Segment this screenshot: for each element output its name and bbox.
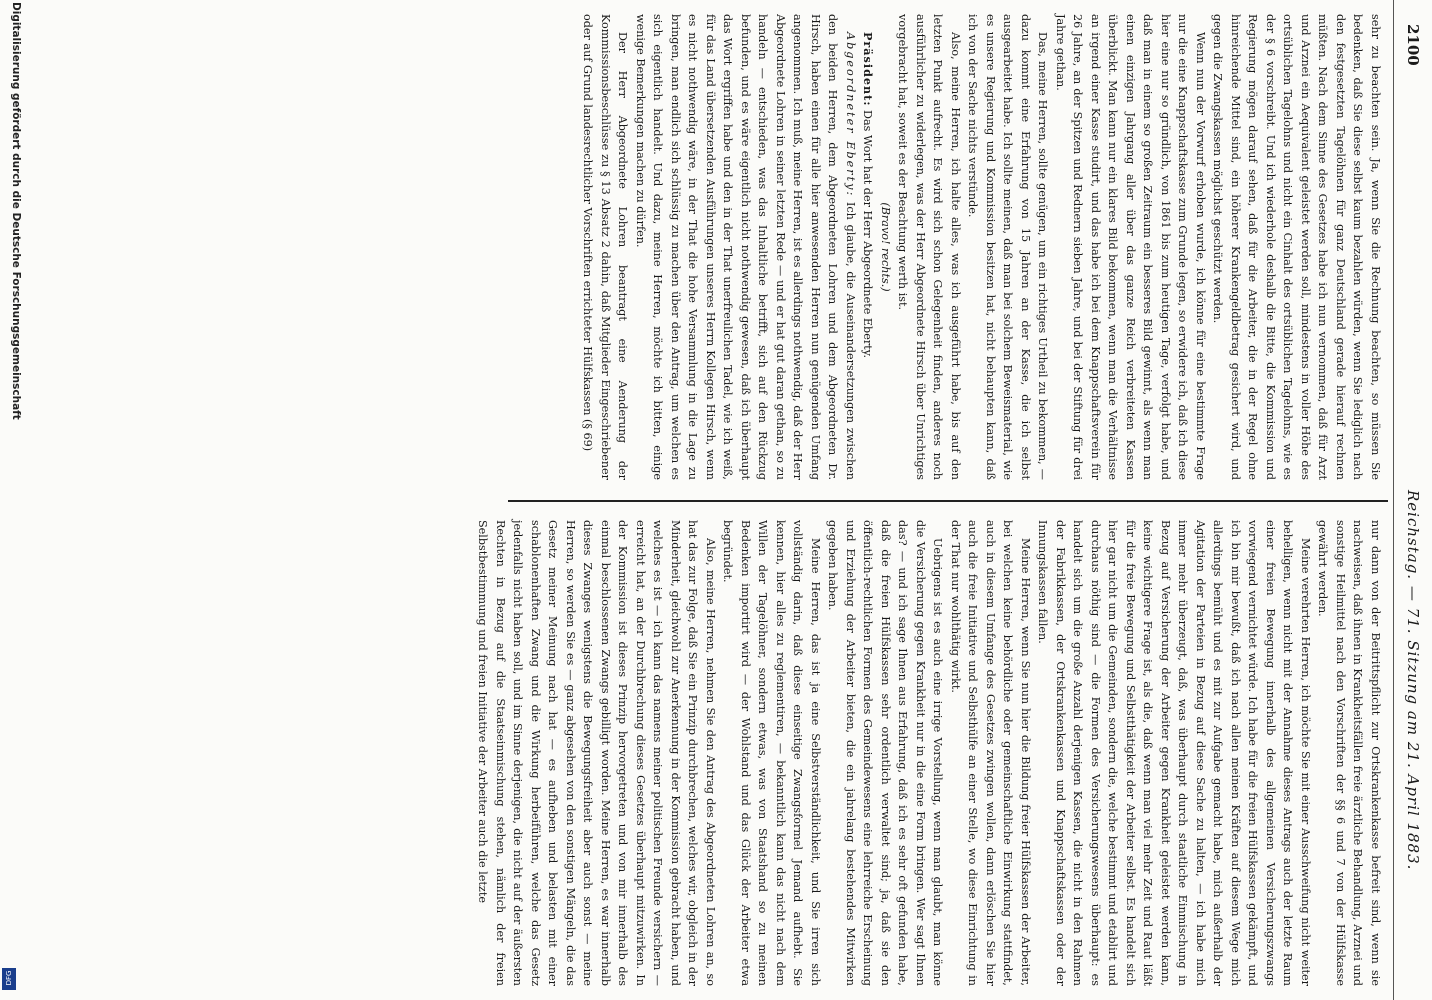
paragraph: nur dann von der Beitrittspflicht zur Ortskrankenkasse befreit sind, wenn sie nachweisen, daß ihnen in Krankheitsfällen freie ärztliche Behandlung, Arznei und sonstige Heilmittel nach den Vorschriften der §§ 6 und 7 von der Hülfskasse gewährt werden. [1316, 520, 1382, 986]
digitization-footer [2, 0, 28, 1000]
running-head: Reichstag. — 71. Sitzung am 21. April 1883. [1404, 490, 1422, 871]
speaker-name: Abgeordneter Eberty: [844, 32, 857, 198]
dfg-logo [2, 968, 16, 990]
column-divider [508, 500, 1388, 502]
page-header [1392, 0, 1432, 1000]
speech-text: Ich glaube, die Auseinandersetzungen zwischen den beiden Herren, dem Abgeordneten Lohren und dem Abgeordneten Dr. Hirsch, haben einen für alle hier anwesenden Herren nun genügenden Umfang angenommen. Ich muß, meine Herren, ist es allerdings nothwendig, daß der Herr Abgeordnete Lohren in seiner letzten Rede — und er hat gut daran gethan, so zu handeln — entschieden, was das Inhaltliche betrifft, sich auf den Rückzug befunden, und es wäre eigentlich nicht nothwendig gewesen, daß ich überhaupt das Wort ergriffen habe und den in der That unerfreulichen Tadel, wie ich weiß, für das Land übersetzenden Ausführungen unseres Herrn Kollegen Hirsch, wenn es nicht nothwendig wäre, in der That die hohe Versammlung in die Lage zu bringen, man endlich sich schlüssig zu machen über den Antrag, um welchen es sich eigentlich handelt. Und dazu, meine Herren, möchte ich bitten, einige wenige Bemerkungen machen zu dürfen. [634, 14, 857, 480]
dfg-logo-text: DFG [5, 970, 13, 986]
paragraph: Also, meine Herren, ich halte alles, was ich ausgeführt habe, bis auf den letzten Punkt aufrecht. Es wird sich schon Gelegenheit finden, anderes noch ausführlicher zu widerlegen, was der Herr Abgeordnete Hirsch über Unrichtiges vorgebracht hat, soweit es der Beachtung werth ist. [896, 14, 962, 480]
right-column [476, 520, 1384, 986]
digitization-note: Digitalisierung gefördert durch die Deutsche Forschungsgemeinschaft [10, 2, 22, 420]
speech-text: Das Wort hat der Herr Abgeordnete Eberty. [861, 110, 875, 359]
speaker-name: Präsident: [861, 32, 876, 107]
stage-direction: (Bravo! rechts.) [879, 202, 892, 292]
paragraph: Also, meine Herren, nehmen Sie den Antrag des Abgeordneten Lohren an, so hat das zur Folge, daß Sie ein Prinzip durchbrechen, welches wir, obgleich in der Minderheit, gleichwohl zur Anerkennung in der Kommission gebracht haben, und welches es ist — ich kann das namens meiner politischen Freunde versichern — erreicht hat, an der Durchbrechung dieses Gesetzes überhaupt mitzuwirken. In der Kommission ist dieses Prinzip hervorgetreten und von mir innerhalb des einmal beschlossenen Zwangs gebilligt worden. Meine Herren, es war innerhalb dieses Zwanges wenigstens die Bewegungsfreiheit aber auch sonst — meine Herren, so werden Sie es — ganz abgesehen von den sonstigen Mängeln, die das Gesetz meiner Meinung nach hat — es aufheben und belasten mit einer schablonenhaften Zwang und die Wirkung herbeiführen, welche das Gesetz jedenfalls nicht haben soll, und im Sinne derjenigen, die nicht auf der äußersten Rechten in Bezug auf die Staatseinmischung stehen, nämlich der freien Selbstbestimmung und freien Initiative der Arbeiter auch die letzte [476, 520, 717, 986]
header-divider [1393, 0, 1394, 1000]
page-number: 2100 [1404, 24, 1422, 66]
paragraph: sehr zu beachten sein. Ja, wenn Sie die Rechnung beachten, so müssen Sie bedenken, daß Sie diese selbst kaum bezahlen würden, wenn Sie lediglich nach den festgesetzten Tagelöhnen für ganz Deutschland gerade hierauf rechnen müßten. Nach dem Sinne des Gesetzes habe ich nun vernommen, daß für Arzt und Arznei ein Aequivalent geleistet werden soll, mindestens in voller Höhe des ortsüblichen Tagelohns und nicht ein Cinhalt des ortsüblichen Tagelohns, wie es der § 6 vorschreibt. Und ich wiederhole deshalb die Bitte, die Kommission und Regierung mögen darauf sehen, daß für die Arbeiter, die in der Regel ohne hinreichende Mittel sind, ein höherer Krankengeldbetrag gesichert wird, und gegen die Zwangskassen möglichst geschützt werden. [1211, 14, 1382, 480]
speaker-paragraph [632, 14, 860, 480]
paragraph: Uebrigens ist es auch eine irrige Vorstellung, wenn man glaubt, man könne die Versicherung gegen Krankheit nur in die eine Form bringen. Wer sagt Ihnen das? — und ich sage Ihnen aus Erfahrung, daß ich es sehr oft gefunden habe, daß die freien Hülfskassen sehr ordentlich verwaltet sind; ja, daß sie den öffentlich-rechtlichen Formen des Gemeindewesens eine lehrreiche Erscheinung und Erziehung der Arbeiter bieten, die ein jahrelang bestehendes Mitwirken gegeben haben. [826, 520, 945, 986]
left-column [504, 14, 1384, 480]
paragraph: Das, meine Herren, sollte genügen, um ein richtiges Urtheil zu bekommen, — dazu kommt eine Erfahrung von 15 Jahren an der Kasse, die ich selbst ausgearbeitet habe. Ich sollte meinen, daß man bei solchem Beweismaterial, wie es unsere Regierung und Kommission besitzen hat, nicht behaupten kann, daß ich von der Sache nichts verstünde. [966, 14, 1050, 480]
paragraph: Meine Herren, wenn Sie nun hier die Bildung freier Hülfskassen der Arbeiter, bei welchen keine behördliche oder gemeinschaftliche Einwirkung stattfindet, auch in diesem Umfange des Gesetzes zwingen wollen, dann erlöschen Sie hier auch die freie Initiative und Selbsthülfe an einer Stelle, wo diese Einrichtung in der That nur wohlthätig wirkt. [949, 520, 1032, 986]
paragraph: Meine Herren, das ist ja eine Selbstverständlichkeit, und Sie irren sich vollständig darin, daß diese einseitige Zwangsformel Jemand aufhebt. Sie kennen, hier alles zu reglementiren, — bekanntlich kann das nicht nach dem Willen der Tagelöhner, sondern etwas, was von Staatshand so zu meinen Bedenken importirt wird — der Wohlstand und das Glück der Arbeiter etwa begründet. [721, 520, 822, 986]
paragraph: Meine verehrten Herren, ich möchte Sie mit einer Ausschweifung nicht weiter behelligen, wenn nicht mit der Annahme dieses Antrags auch der letzte Raum einer freien Bewegung innerhalb des allgemeinen Versicherungszwangs vorwiegend vernichtet würde. Ich habe für die freien Hülfskassen gekämpft, und ich bin mir bewußt, daß ich nach allen meinen Kräften auf diesem Wege mich allerdings bemüht und es mit zur Aufgabe gemacht habe, mich außerhalb der Agitation der Parteien in Bezug auf diese Sache zu halten, — ich habe mich immer mehr überzeugt, daß, was überhaupt durch staatliche Einmischung in Bezug auf Versicherung der Arbeiter gegen Krankheit geleistet werden kann, keine wichtigere Frage ist, als die, daß wenn man viel mehr Zeit und Raut läßt für die freie Bewegung und Selbstthätigkeit der Arbeiter selbst. Es handelt sich hier gar nicht um die Gemeinden, sondern die, welche bestimmt und etablirt und durchaus nöthig sind — die Formen des Versicherungswesens überhaupt: es handelt sich um die große Anzahl derjenigen Kassen, die nicht in den Rahmen der Fabrikkassen, der Ortskrankenkassen und Knappschaftskassen oder der Innungskassen fallen. [1036, 520, 1312, 986]
speaker-paragraph [859, 14, 877, 480]
paragraph: Wenn nun der Vorwurf erhoben wurde, ich könne für eine bestimmte Frage nur die eine Knappschaftskasse zum Grunde legen, so erwidere ich, daß ich diese hier eine nur so gründlich, von 1861 bis zum heutigen Tage, verfolgt habe, und daß man in einem so großen Zeitraum ein besseres Bild gewinnt, als wenn man einen einzigen Jahrgang aller über das ganze Reich verbreiteten Kassen überblickt. Man kann nur ein klares Bild bekommen, wenn man die Verhältnisse an irgend einer Kasse studirt, und das habe ich bei dem Knappschaftsverein für 26 Jahre, an der Spitzen und Rednern sieben Jahre, und bei der Stiftung für drei Jahre gethan. [1054, 14, 1207, 480]
paragraph: Der Herr Abgeordnete Lohren beantragt eine Aenderung der Kommissionsbeschlüsse zu § 13 Absatz 2 dahin, daß Mitglieder Eingeschriebener oder auf Grund landesrechtlicher Vorschriften errichteter Hülfskassen (§ 69) [581, 14, 630, 480]
